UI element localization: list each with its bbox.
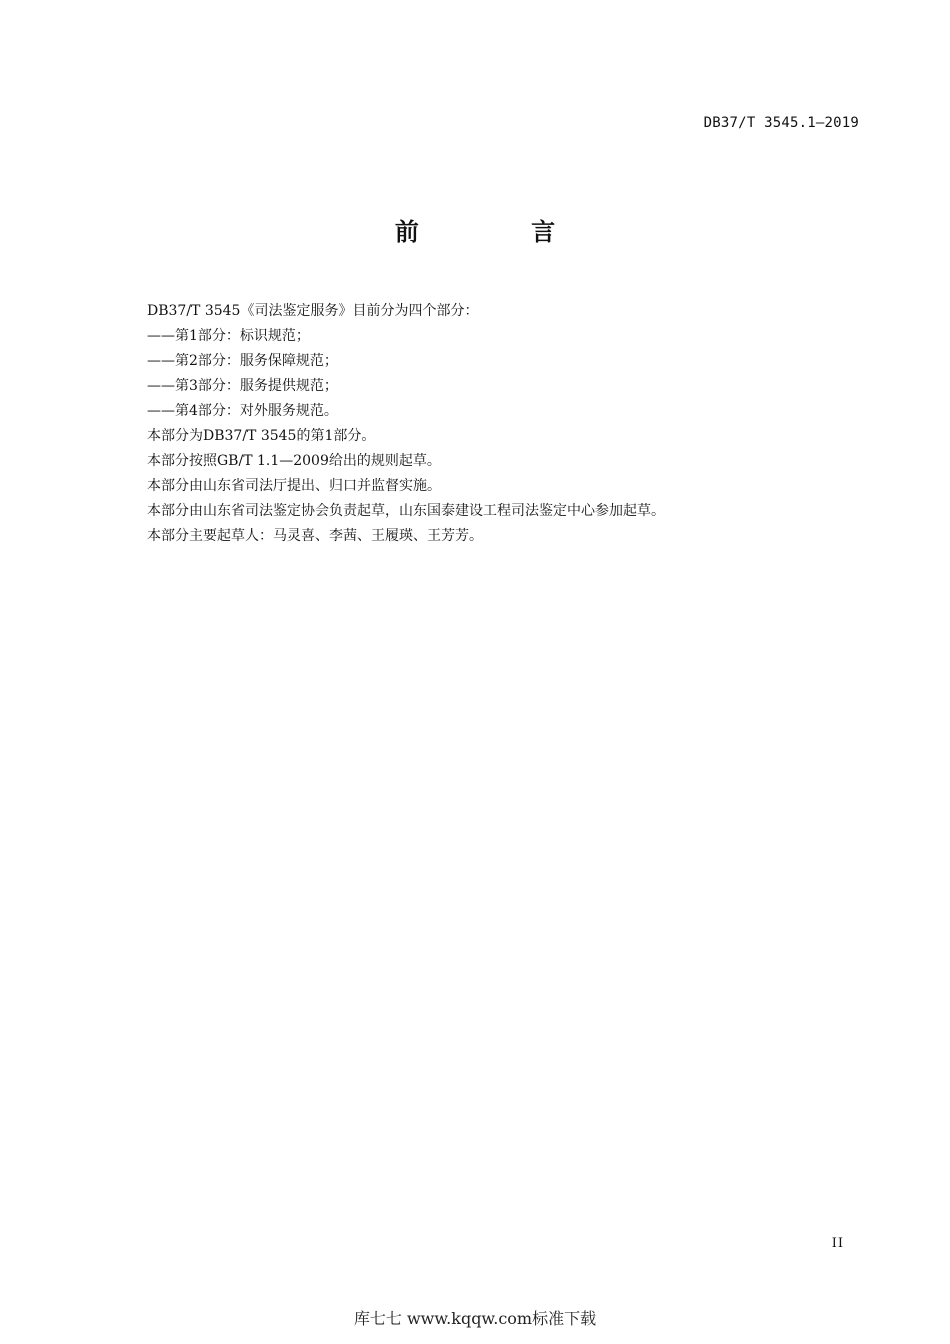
paragraph: ——第2部分：服务保障规范；	[147, 353, 338, 369]
page-number: II	[831, 1236, 844, 1251]
paragraph: DB37/T 3545《司法鉴定服务》目前分为四个部分：	[147, 303, 479, 319]
page-title: 前 言	[394, 218, 608, 246]
paragraph: 本部分主要起草人：马灵喜、李茜、王履瑛、王芳芳。	[147, 528, 483, 544]
paragraph: 本部分由山东省司法厅提出、归口并监督实施。	[147, 478, 441, 494]
paragraph: 本部分由山东省司法鉴定协会负责起草，山东国泰建设工程司法鉴定中心参加起草。	[147, 503, 665, 519]
paragraph: ——第1部分：标识规范；	[147, 328, 310, 344]
paragraph: 本部分按照GB/T 1.1—2009给出的规则起草。	[147, 453, 441, 469]
foreword-body	[147, 299, 847, 549]
standard-code: DB37/T 3545.1—2019	[703, 115, 859, 131]
footer-watermark: 库七七 www.kqqw.com标准下载	[353, 1309, 597, 1328]
paragraph: 本部分为DB37/T 3545的第1部分。	[147, 428, 376, 444]
paragraph: ——第3部分：服务提供规范；	[147, 378, 338, 394]
paragraph: ——第4部分：对外服务规范。	[147, 403, 338, 419]
